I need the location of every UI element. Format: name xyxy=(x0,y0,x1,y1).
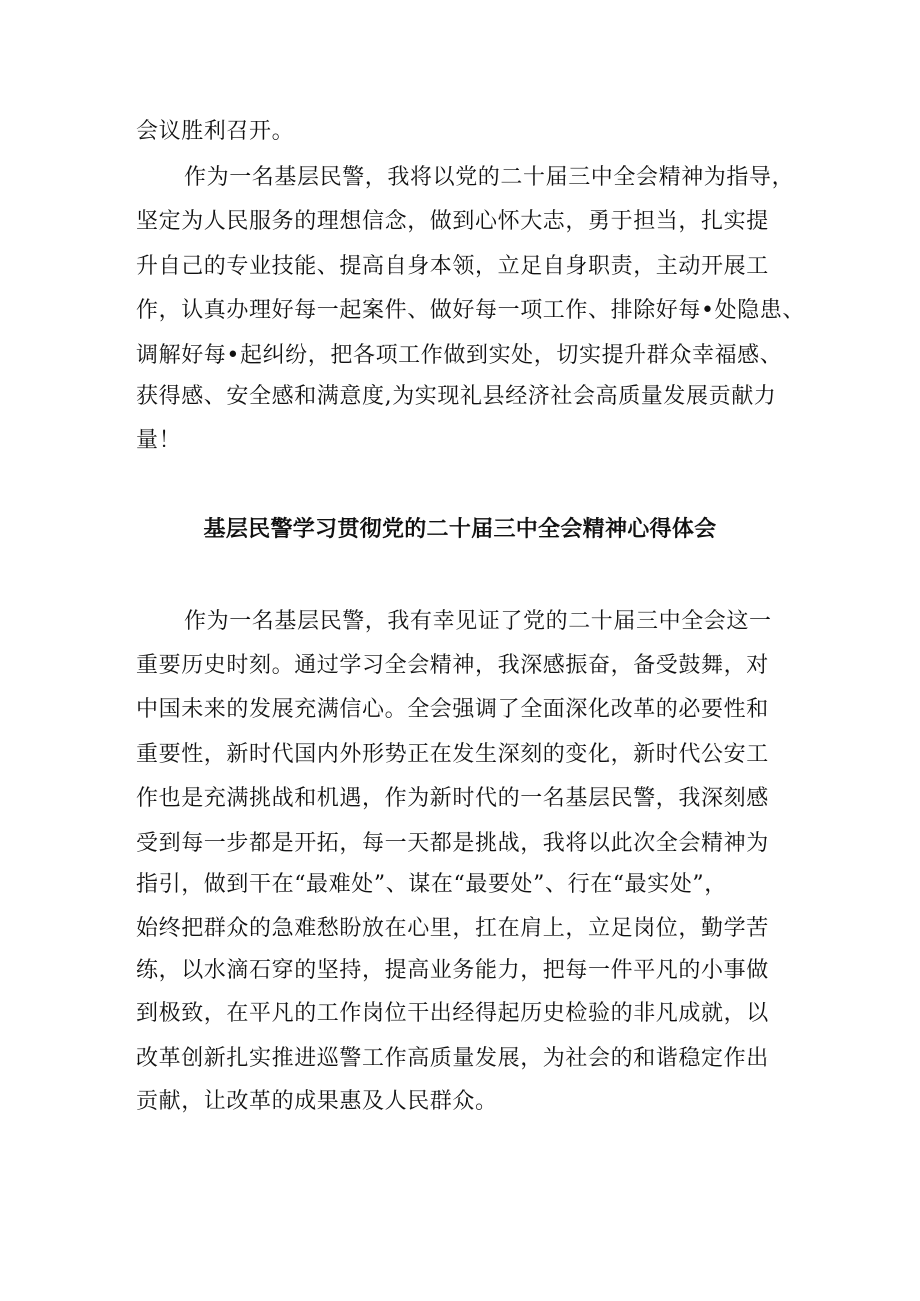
article-line: 始终把群众的急难愁盼放在心里，扛在肩上，立足岗位，勤学苦 xyxy=(136,916,769,941)
prev-paragraph-line: 坚定为人民服务的理想信念，做到心怀大志，勇于担当，扎实提 xyxy=(136,209,769,234)
article-line: 中国未来的发展充满信心。全会强调了全面深化改革的必要性和 xyxy=(136,697,769,722)
article-line: 作也是充满挑战和机遇，作为新时代的一名基层民警，我深刻感 xyxy=(136,786,769,811)
prev-paragraph-line: 作，认真办理好每一起案件、做好每一项工作、排除好每•处隐患、 xyxy=(136,298,805,323)
article-line: 重要性，新时代国内外形势正在发生深刻的变化，新时代公安工 xyxy=(136,742,769,767)
article-line: 重要历史时刻。通过学习全会精神，我深感振奋，备受鼓舞，对 xyxy=(136,653,769,678)
prev-paragraph-line: 会议胜利召开。 xyxy=(136,119,295,144)
prev-paragraph-line: 作为一名基层民警，我将以党的二十届三中全会精神为指导， xyxy=(184,165,795,190)
prev-paragraph-line: 调解好每•起纠纷，把各项工作做到实处，切实提升群众幸福感、 xyxy=(136,343,783,368)
article-line: 受到每一步都是开拓，每一天都是挑战，我将以此次全会精神为 xyxy=(136,831,769,856)
article-title: 基层民警学习贯彻党的二十届三中全会精神心得体会 xyxy=(203,517,717,542)
article-line: 练，以水滴石穿的坚持，提高业务能力，把每一件平凡的小事做 xyxy=(136,958,769,983)
article-line: 指引，做到干在“最难处”、谋在“最要处”、行在“最实处”， xyxy=(136,872,727,897)
article-line: 作为一名基层民警，我有幸见证了党的二十届三中全会这一 xyxy=(184,609,772,634)
prev-paragraph-line: 获得感、安全感和满意度,为实现礼县经济社会高质量发展贡献力 xyxy=(136,384,777,409)
prev-paragraph-line: 升自己的专业技能、提高自身本领，立足自身职责，主动开展工 xyxy=(136,254,769,279)
prev-paragraph-line: 量！ xyxy=(136,428,182,453)
article-line: 到极致，在平凡的工作岗位干出经得起历史检验的非凡成就，以 xyxy=(136,1001,769,1026)
article-line: 改革创新扎实推进巡警工作高质量发展，为社会的和谐稳定作出 xyxy=(136,1046,769,1071)
article-line: 贡献，让改革的成果惠及人民群众。 xyxy=(136,1089,498,1114)
